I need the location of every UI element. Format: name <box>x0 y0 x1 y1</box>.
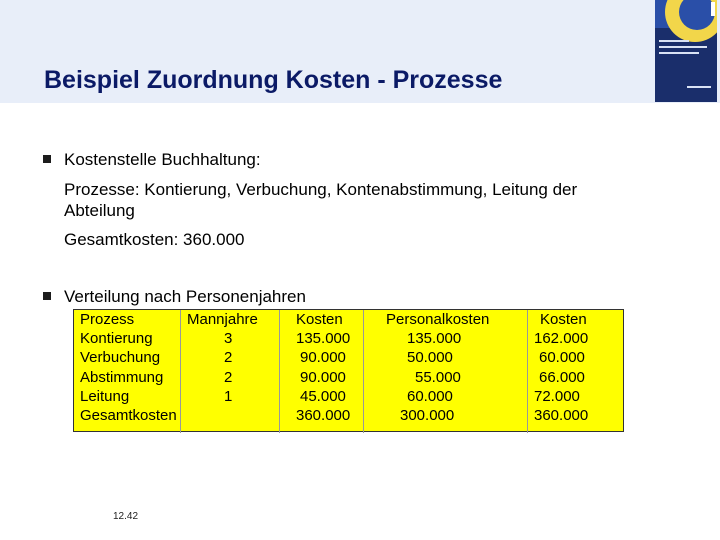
column-divider <box>363 310 364 433</box>
table-cell: Leitung <box>80 388 130 405</box>
table-cell: 1 <box>224 388 233 405</box>
table-cell: 55.000 <box>415 369 461 386</box>
table-cell: 2 <box>224 349 233 366</box>
column-divider <box>180 310 181 433</box>
bullet-square-icon <box>43 292 51 300</box>
slide-title: Beispiel Zuordnung Kosten - Prozesse <box>44 66 503 94</box>
header-mannjahre: Mannjahre <box>187 311 258 328</box>
table-cell: Verbuchung <box>80 349 161 366</box>
header-kosten: Kosten <box>296 311 343 328</box>
bullet-1-line-2: Prozesse: Kontierung, Verbuchung, Kontenabstimmung, Leitung der <box>64 180 578 199</box>
table-cell: 135.000 <box>407 330 462 347</box>
table-cell: 360.000 <box>296 407 351 424</box>
column-divider <box>279 310 280 433</box>
bullet-1-line-4: Gesamtkosten: 360.000 <box>64 230 245 249</box>
table-cell: Abstimmung <box>80 369 164 386</box>
table-cell: 50.000 <box>407 349 453 366</box>
table-cell: 45.000 <box>300 388 346 405</box>
bullet-2-line-1: Verteilung nach Personenjahren <box>64 287 306 306</box>
table-cell: 60.000 <box>539 349 585 366</box>
table-cell: 60.000 <box>407 388 453 405</box>
table-cell: 300.000 <box>400 407 455 424</box>
table-cell: 3 <box>224 330 233 347</box>
header-kosten-2: Kosten <box>540 311 587 328</box>
bullet-1-line-3: Abteilung <box>64 201 135 220</box>
table-cell: 2 <box>224 369 233 386</box>
table-cell: 90.000 <box>300 369 346 386</box>
table-cell: 162.000 <box>534 330 589 347</box>
table-cell: 72.000 <box>534 388 580 405</box>
bullet-1-line-1: Kostenstelle Buchhaltung: <box>64 150 261 169</box>
book-cover-image <box>655 0 717 102</box>
table-cell: Gesamtkosten <box>80 407 177 424</box>
header-personalkosten: Personalkosten <box>386 311 490 328</box>
table-cell: 90.000 <box>300 349 346 366</box>
table-cell: 360.000 <box>534 407 589 424</box>
column-divider <box>527 310 528 433</box>
table-cell: 135.000 <box>296 330 351 347</box>
table-cell: 66.000 <box>539 369 585 386</box>
table-cell: Kontierung <box>80 330 153 347</box>
cost-allocation-table <box>73 309 624 432</box>
page-number: 12.42 <box>113 511 139 522</box>
bullet-square-icon <box>43 155 51 163</box>
header-prozess: Prozess <box>80 311 135 328</box>
